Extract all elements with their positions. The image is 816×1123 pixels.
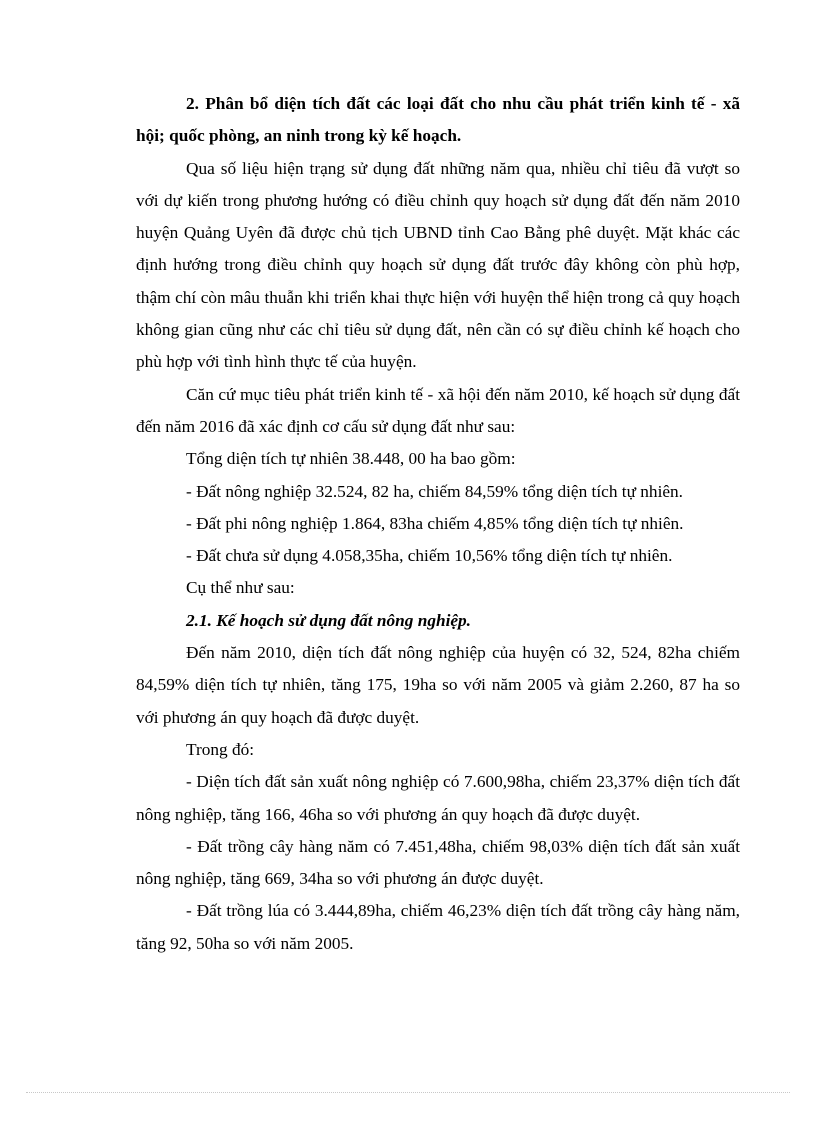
section-heading: 2. Phân bổ diện tích đất các loại đất cho nhu cầu phát triển kinh tế - xã hội; quốc phòng, an ninh trong kỳ kế hoạch. — [136, 94, 740, 146]
paragraph-details-lead: Cụ thể như sau: — [186, 578, 295, 598]
list-item-rice-land: - Đất trồng lúa có 3.444,89ha, chiếm 46,23% diện tích đất trồng cây hàng năm, tăng 92, 50ha so với năm 2005. — [136, 901, 740, 953]
list-item-production-land: - Diện tích đất sản xuất nông nghiệp có 7.600,98ha, chiếm 23,37% diện tích đất nông nghiệp, tăng 166, 46ha so với phương án quy hoạch đã được duyệt. — [136, 772, 740, 824]
list-item-annual-crops: - Đất trồng cây hàng năm có 7.451,48ha, chiếm 98,03% diện tích đất sản xuất nông nghiệp, tăng 669, 34ha so với phương án được duyệt. — [136, 836, 740, 889]
paragraph-basis: Căn cứ mục tiêu phát triển kinh tế - xã hội đến năm 2010, kế hoạch sử dụng đất đến năm 2016 đã xác định cơ cấu sử dụng đất như sau: — [136, 384, 740, 436]
list-item-non-agricultural-land: - Đất phi nông nghiệp 1.864, 83ha chiếm 4,85% tổng diện tích tự nhiên. — [186, 513, 684, 533]
subsection-heading: 2.1. Kế hoạch sử dụng đất nông nghiệp. — [186, 610, 471, 630]
paragraph-total-area: Tổng diện tích tự nhiên 38.448, 00 ha bao gồm: — [186, 449, 516, 469]
paragraph-agri-2010: Đến năm 2010, diện tích đất nông nghiệp của huyện có 32, 524, 82ha chiếm 84,59% diện tích tự nhiên, tăng 175, 19ha so với năm 2005 và giảm 2.260, 87 ha so với phương án quy hoạch đã được duyệt. — [136, 643, 740, 727]
paragraph-intro: Qua số liệu hiện trạng sử dụng đất những năm qua, nhiều chỉ tiêu đã vượt so với dự kiến trong phương hướng có điều chỉnh quy hoạch sử dụng đất đến năm 2010 huyện Quảng Uyên đã được chủ tịch UBND tỉnh Cao Bằng phê duyệt. Mặt khác các định hướng trong điều chỉnh quy hoạch sử dụng đất trước đây không còn phù hợp, thậm chí còn mâu thuẫn khi triển khai thực hiện với huyện thể hiện trong cả quy hoạch không gian cũng như các chỉ tiêu sử dụng đất, nên cần có sự điều chỉnh kế hoạch cho phù hợp với tình hình thực tế của huyện. — [136, 158, 740, 372]
document-body — [136, 88, 740, 960]
list-item-unused-land: - Đất chưa sử dụng 4.058,35ha, chiếm 10,56% tổng diện tích tự nhiên. — [186, 546, 673, 566]
paragraph-including: Trong đó: — [186, 739, 255, 759]
page-bottom-divider — [26, 1092, 790, 1093]
list-item-agricultural-land: - Đất nông nghiệp 32.524, 82 ha, chiếm 84,59% tổng diện tích tự nhiên. — [186, 481, 683, 501]
